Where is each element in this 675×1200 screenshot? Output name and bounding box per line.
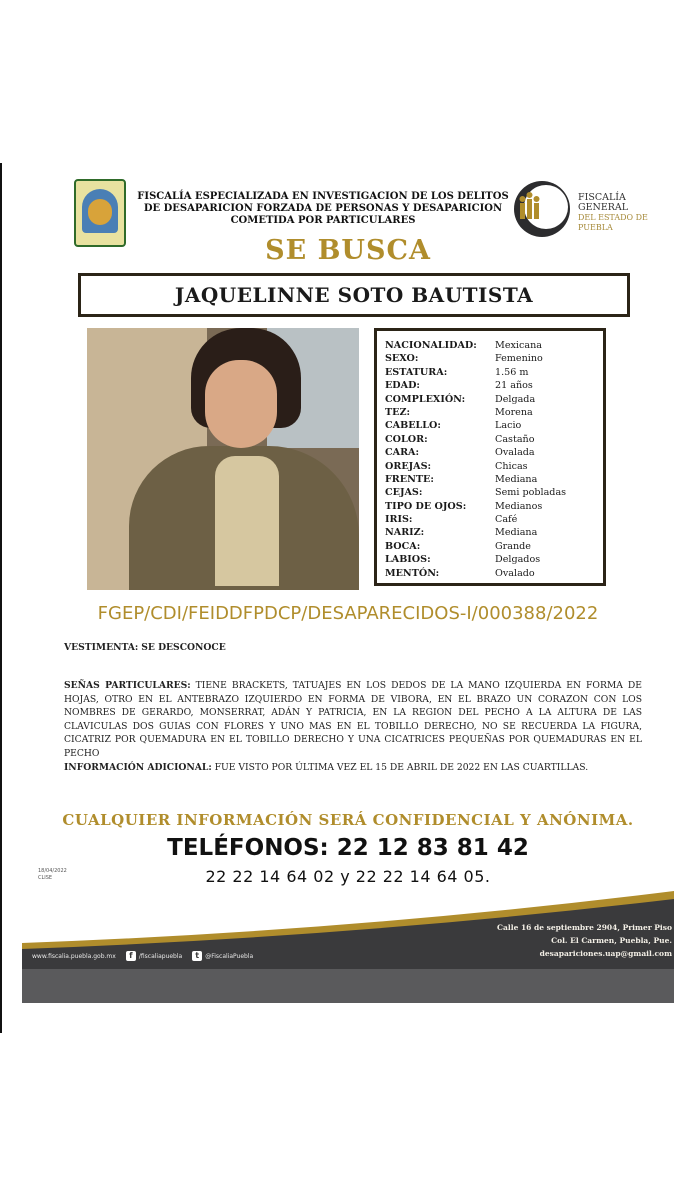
detail-label: NACIONALIDAD: (385, 340, 477, 351)
address-line-2: Col. El Carmen, Puebla, Pue. (551, 936, 672, 945)
detail-value: Mediana (495, 527, 538, 539)
detail-row (385, 419, 597, 432)
person-photo (87, 328, 359, 590)
detail-row (385, 567, 597, 580)
detail-label: LABIOS: (385, 554, 431, 566)
detail-row (385, 553, 597, 566)
detail-row (385, 446, 597, 459)
detail-value: Grande (495, 540, 531, 552)
footer-social (32, 951, 253, 961)
detail-row (385, 486, 597, 499)
facebook-link[interactable] (126, 951, 182, 961)
detail-value: Femenino (495, 353, 543, 365)
phones-main: TELÉFONOS: 22 12 83 81 42 (167, 835, 529, 861)
facebook-handle: /fiscaliapuebla (138, 953, 183, 960)
detail-label: EDAD: (385, 380, 420, 392)
detail-row (385, 526, 597, 539)
detail-label: NARIZ: (385, 527, 425, 539)
clothing-label: VESTIMENTA: (64, 642, 139, 653)
detail-label: OREJAS: (385, 460, 432, 472)
detail-label: FRENTE: (385, 473, 434, 485)
detail-row (385, 393, 597, 406)
date-stamp-line-1: 18/04/2022 (38, 868, 67, 874)
detail-label: COLOR: (385, 433, 428, 445)
detail-label: TEZ: (385, 406, 410, 418)
detail-value: Mediana (495, 473, 538, 485)
logo-line-1: FISCALÍA GENERAL (578, 192, 629, 213)
detail-value: Ovalado (495, 567, 535, 579)
confidential-notice: CUALQUIER INFORMACIÓN SERÁ CONFIDENCIAL Y ANÓNIMA. (62, 811, 634, 829)
detail-value: Castaño (495, 433, 535, 445)
missing-person-poster (22, 163, 674, 1003)
detail-value: Chicas (495, 460, 528, 472)
detail-value: 1.56 m (495, 366, 529, 378)
detail-value: Mexicana (495, 340, 542, 351)
footer-email[interactable]: desapariciones.uap@gmail.com (539, 949, 672, 958)
detail-label: BOCA: (385, 540, 421, 552)
detail-label: CABELLO: (385, 420, 441, 432)
detail-row (385, 513, 597, 526)
detail-row (385, 379, 597, 392)
detail-value: Café (495, 514, 518, 526)
detail-label: ESTATURA: (385, 366, 448, 378)
additional-info-paragraph (64, 761, 642, 775)
detail-value: Lacio (495, 420, 522, 432)
physical-description-box (374, 328, 606, 586)
agency-line-3: COMETIDA POR PARTICULARES (230, 215, 416, 226)
detail-row (385, 500, 597, 513)
detail-label: TIPO DE OJOS: (385, 500, 467, 512)
fiscalia-logo-icon (510, 177, 572, 241)
footer-address (486, 921, 672, 960)
detail-label: IRIS: (385, 514, 413, 526)
detail-row (385, 540, 597, 553)
detail-value: Morena (495, 406, 533, 418)
detail-value: Medianos (495, 500, 543, 512)
date-stamp-line-2: CLISE (38, 875, 53, 881)
person-name: JAQUELINNE SOTO BAUTISTA (78, 273, 630, 317)
detail-value: 21 años (495, 380, 533, 392)
twitter-handle: @FiscaliaPuebla (205, 953, 254, 960)
features-label: SEÑAS PARTICULARES: (64, 680, 191, 691)
website-link[interactable]: www.fiscalia.puebla.gob.mx (32, 952, 116, 960)
detail-label: CEJAS: (385, 487, 423, 499)
detail-value: Semi pobladas (495, 487, 567, 499)
logo-line-3: PUEBLA (578, 223, 613, 232)
detail-row (385, 473, 597, 486)
logo-line-2: DEL ESTADO DE (578, 213, 648, 222)
detail-row (385, 460, 597, 473)
clothing-text: SE DESCONOCE (141, 642, 226, 653)
twitter-link[interactable] (192, 951, 253, 961)
clothing-paragraph (64, 641, 642, 655)
agency-heading (128, 191, 518, 227)
detail-value: Delgada (495, 393, 536, 405)
additional-info-label: INFORMACIÓN ADICIONAL: (64, 762, 212, 773)
features-text: TIENE BRACKETS, TATUAJES EN LOS DEDOS DE LA MANO IZQUIERDA EN FORMA DE HOJAS, OTRO EN EL ANTEBRAZO IZQUIERDO EN FORMA DE VIBORA, EN EL BRAZO UN CORAZON CON LOS NOMBRES DE GERARDO, MONSERRAT, ADÁN Y PATRICIA, EN LA REGION DEL PECHO A LA ALTURA DE LAS CLAVICULAS DOS GUIAS CON FLORES Y UNO MAS EN EL TOBILLO DERECHO, NO SE RECUERDA LA FIGURA, CICATRIZ POR QUEMADURA EN EL TOBILLO DERECHO Y UNA CICATRICES PEQUEÑAS POR QUEMADURAS EN EL PECHO (64, 680, 642, 759)
detail-row (385, 433, 597, 446)
additional-info-text: FUE VISTO POR ÚLTIMA VEZ EL 15 DE ABRIL DE 2022 EN LAS CUARTILLAS. (214, 762, 589, 773)
detail-label: CARA: (385, 447, 420, 459)
detail-row (385, 366, 597, 379)
left-border-line (0, 163, 2, 1033)
agency-line-2: DE DESAPARICION FORZADA DE PERSONAS Y DESAPARICION (143, 203, 503, 214)
fiscalia-logo-text (578, 193, 675, 233)
detail-value: Delgados (495, 554, 541, 566)
address-line-1: Calle 16 de septiembre 2904, Primer Piso (497, 923, 672, 932)
twitter-icon: t (192, 951, 202, 961)
detail-row (385, 406, 597, 419)
detail-value: Ovalada (495, 447, 535, 459)
phones-secondary: 22 22 14 64 02 y 22 22 14 64 05. (205, 867, 491, 886)
poster-title: SE BUSCA (265, 235, 431, 266)
facebook-icon: f (126, 951, 136, 961)
detail-label: COMPLEXIÓN: (385, 393, 466, 405)
detail-label: SEXO: (385, 353, 419, 365)
detail-row (385, 352, 597, 365)
detail-row (385, 339, 597, 352)
features-paragraph (64, 679, 642, 760)
detail-label: MENTÓN: (385, 567, 440, 579)
case-number: FGEP/CDI/FEIDDFPDCP/DESAPARECIDOS-I/000388/2022 (97, 603, 599, 624)
agency-line-1: FISCALÍA ESPECIALIZADA EN INVESTIGACION DE LOS DELITOS (137, 191, 509, 202)
